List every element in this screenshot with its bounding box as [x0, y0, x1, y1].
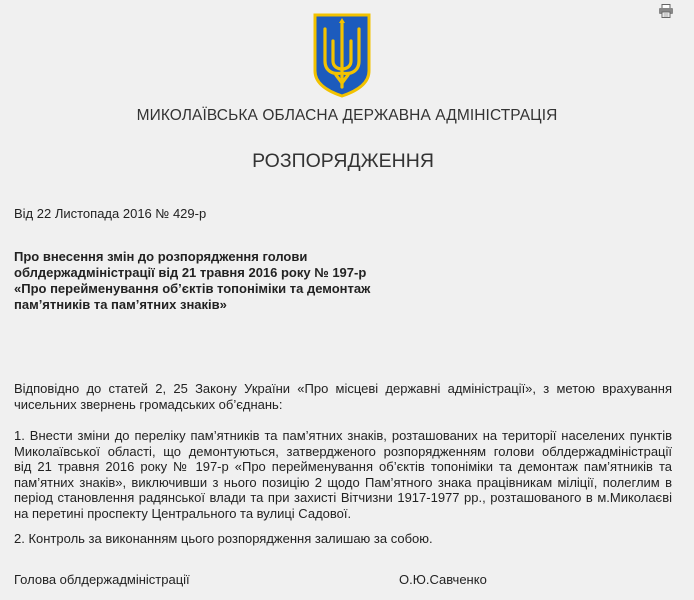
signature-name: О.Ю.Савченко — [399, 572, 487, 587]
document-subject — [14, 249, 394, 313]
subject-line: облдержадміністрації від 21 травня 2016 року № 197-р — [14, 265, 367, 280]
document-type-title: РОЗПОРЯДЖЕННЯ — [252, 150, 434, 172]
document-date-number: Від 22 Листопада 2016 № 429-р — [14, 206, 207, 221]
agency-name: МИКОЛАЇВСЬКА ОБЛАСНА ДЕРЖАВНА АДМІНІСТРАЦІЯ — [136, 107, 558, 124]
coat-of-arms-icon — [313, 13, 371, 98]
preamble-paragraph — [14, 381, 672, 412]
subject-line: пам’ятників та пам’ятних знаків» — [14, 297, 227, 312]
subject-line: Про внесення змін до розпорядження голови — [14, 249, 308, 264]
subject-line: «Про перейменування об’єктів топоніміки та демонтаж — [14, 281, 371, 296]
paragraph-line: період становлення радянської влади та при захисті Вітчизни 1917-1977 рр., розташованого в м.Миколаєві — [14, 490, 672, 505]
paragraph-line: чисельних звернень громадських об’єднань: — [14, 396, 283, 412]
item-2-paragraph: 2. Контроль за виконанням цього розпорядження залишаю за собою. — [14, 531, 433, 546]
paragraph-line: на перетині проспекту Центрального та вулиці Садової. — [14, 505, 352, 521]
paragraph-line: Миколаївської області, що демонтуються, затвердженого розпорядженням голови облдержадміністрації — [14, 443, 672, 459]
paragraph-line: 1. Внести зміни до переліку пам’ятників та пам’ятних знаків, розташованих на території населених пунктів — [14, 428, 672, 443]
paragraph-line: від 21 травня 2016 року № 197-р «Про перейменування об’єктів топоніміки та демонтаж пам’ятників та — [14, 459, 672, 474]
printer-icon[interactable] — [658, 4, 674, 18]
paragraph-line: пам’ятних знаків», виключивши з нього позицію 2 щодо Пам’ятного знака працівникам міліції, полеглим в — [14, 474, 672, 490]
signature-role: Голова облдержадміністрації — [14, 572, 190, 587]
item-1-paragraph — [14, 428, 672, 521]
paragraph-line: Відповідно до статей 2, 25 Закону України «Про місцеві державні адміністрації», з метою врахування — [14, 381, 672, 396]
